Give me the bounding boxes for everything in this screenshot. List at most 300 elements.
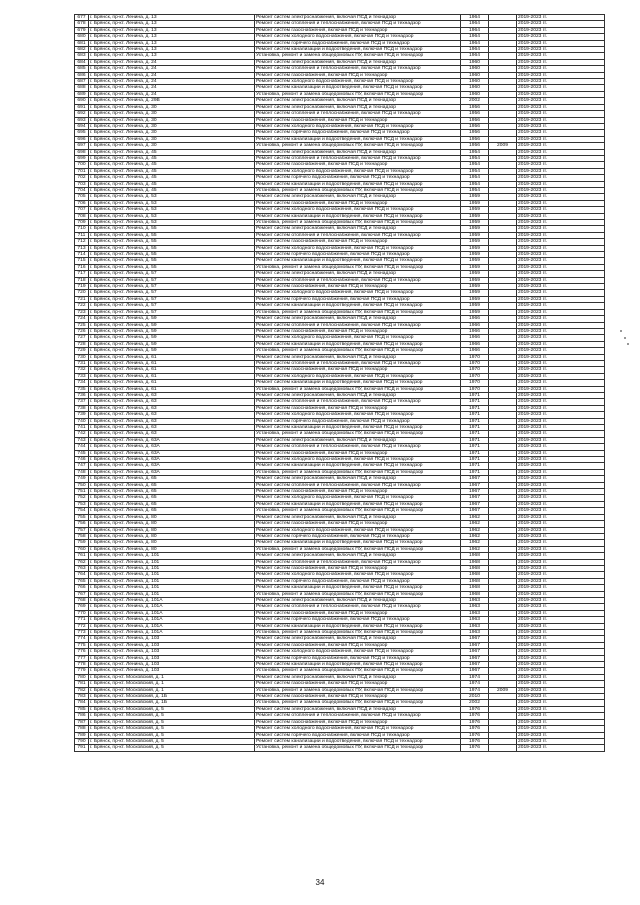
period-cell: 2019-2023 гг.: [517, 694, 605, 700]
work-type-cell: Ремонт систем холодного водоснабжения, включая ПСД и технадзор: [255, 290, 461, 296]
year-cell: 1959: [461, 284, 489, 290]
work-type-cell: Ремонт систем холодного водоснабжения, включая ПСД и технадзор: [255, 572, 461, 578]
table-row: [75, 501, 605, 507]
work-type-cell: Ремонт систем горячего водоснабжения, включая ПСД и технадзор: [255, 418, 461, 424]
year-cell: 1962: [461, 540, 489, 546]
address-cell: г. Брянск, пр-кт. Ленина, д. 63А: [89, 450, 255, 456]
address-cell: г. Брянск, пр-кт. Московский, д. 1: [89, 687, 255, 693]
table-row: [75, 681, 605, 687]
table-row: [75, 290, 605, 296]
period-cell: 2019-2023 гг.: [517, 252, 605, 258]
year-cell: 1956: [461, 117, 489, 123]
year-cell: 1963: [461, 630, 489, 636]
work-type-cell: Ремонт систем отопления и теплоснабжения, включая ПСД и технадзор: [255, 360, 461, 366]
work-type-cell: Ремонт систем холодного водоснабжения, включая ПСД и технадзор: [255, 412, 461, 418]
period-cell: 2019-2023 гг.: [517, 175, 605, 181]
row-number: 744: [75, 444, 89, 450]
row-number: 780: [75, 674, 89, 680]
address-cell: г. Брянск, пр-кт. Ленина, д. 45: [89, 149, 255, 155]
period-cell: 2019-2023 гг.: [517, 508, 605, 514]
work-type-cell: Ремонт систем отопления и теплоснабжения, включая ПСД и технадзор: [255, 482, 461, 488]
year-cell: 1970: [461, 386, 489, 392]
period-cell: 2019-2023 гг.: [517, 533, 605, 539]
work-type-cell: Ремонт систем газоснабжения, включая ПСД и технадзор: [255, 642, 461, 648]
row-number: 711: [75, 232, 89, 238]
row-number: 694: [75, 123, 89, 129]
year-cell: 1959: [461, 232, 489, 238]
period-cell: 2019-2023 гг.: [517, 521, 605, 527]
table-row: [75, 610, 605, 616]
table-row: [75, 719, 605, 725]
address-cell: г. Брянск, пр-кт. Ленина, д. 63А: [89, 444, 255, 450]
table-row: [75, 187, 605, 193]
work-type-cell: Ремонт систем канализации и водоотведения, включая ПСД и технадзор: [255, 181, 461, 187]
address-cell: г. Брянск, пр-кт. Ленина, д. 101А: [89, 610, 255, 616]
period-cell: 2019-2023 гг.: [517, 187, 605, 193]
table-row: [75, 175, 605, 181]
row-number: 761: [75, 553, 89, 559]
period-cell: 2019-2023 гг.: [517, 40, 605, 46]
row-number: 685: [75, 66, 89, 72]
work-type-cell: Установка, ремонт и замена общедомовых ПУ, включая ПСД и технадзор: [255, 687, 461, 693]
period-cell: 2019-2023 гг.: [517, 245, 605, 251]
table-row: [75, 40, 605, 46]
work-type-cell: Ремонт систем электроснабжения, включая ПСД и технадзор: [255, 514, 461, 520]
year-cell: 1959: [461, 309, 489, 315]
year-cell: 1966: [461, 335, 489, 341]
period-cell: 2019-2023 гг.: [517, 258, 605, 264]
period-cell: 2019-2023 гг.: [517, 309, 605, 315]
work-type-cell: Ремонт систем канализации и водоотведения, включая ПСД и технадзор: [255, 85, 461, 91]
work-type-cell: Ремонт систем газоснабжения, включая ПСД и технадзор: [255, 489, 461, 495]
address-cell: г. Брянск, пр-кт. Ленина, д. 30: [89, 111, 255, 117]
table-row: [75, 117, 605, 123]
period-cell: 2019-2023 гг.: [517, 565, 605, 571]
table-row: [75, 405, 605, 411]
year-cell: 1967: [461, 508, 489, 514]
table-row: [75, 431, 605, 437]
address-cell: г. Брянск, пр-кт. Ленина, д. 53: [89, 220, 255, 226]
table-row: [75, 53, 605, 59]
year-cell: 1971: [461, 444, 489, 450]
repair-schedule-table: [74, 14, 605, 752]
row-number: 762: [75, 559, 89, 565]
work-type-cell: Ремонт систем электроснабжения, включая ПСД и технадзор: [255, 597, 461, 603]
row-number: 787: [75, 719, 89, 725]
table-row: [75, 527, 605, 533]
address-cell: г. Брянск, пр-кт. Ленина, д. 103: [89, 655, 255, 661]
period-cell: 2019-2023 гг.: [517, 431, 605, 437]
address-cell: г. Брянск, пр-кт. Московский, д. 1: [89, 674, 255, 680]
year-cell: 1976: [461, 706, 489, 712]
period-cell: 2019-2023 гг.: [517, 277, 605, 283]
table-row: [75, 450, 605, 456]
year-cell: 1968: [461, 559, 489, 565]
period-cell: 2019-2023 гг.: [517, 348, 605, 354]
year-cell: 1956: [461, 123, 489, 129]
address-cell: г. Брянск, пр-кт. Ленина, д. 101: [89, 585, 255, 591]
row-number: 783: [75, 694, 89, 700]
work-type-cell: Установка, ремонт и замена общедомовых ПУ, включая ПСД и технадзор: [255, 668, 461, 674]
address-cell: г. Брянск, пр-кт. Ленина, д. 101А: [89, 630, 255, 636]
row-number: 678: [75, 21, 89, 27]
year-cell: 1968: [461, 572, 489, 578]
year-cell: 1963: [461, 597, 489, 603]
scan-speck: [624, 337, 626, 339]
row-number: 776: [75, 649, 89, 655]
table-row: [75, 578, 605, 584]
period-cell: 2019-2023 гг.: [517, 232, 605, 238]
period-cell: 2019-2023 гг.: [517, 745, 605, 751]
row-number: 696: [75, 136, 89, 142]
work-type-cell: Ремонт систем отопления и теплоснабжения, включая ПСД и технадзор: [255, 155, 461, 161]
address-cell: г. Брянск, пр-кт. Ленина, д. 101А: [89, 623, 255, 629]
period-cell: 2019-2023 гг.: [517, 655, 605, 661]
table-row: [75, 226, 605, 232]
address-cell: г. Брянск, пр-кт. Ленина, д. 63А: [89, 457, 255, 463]
row-number: 695: [75, 130, 89, 136]
table-row: [75, 732, 605, 738]
address-cell: г. Брянск, пр-кт. Ленина, д. 53: [89, 194, 255, 200]
year-cell: 1971: [461, 425, 489, 431]
work-type-cell: Ремонт систем горячего водоснабжения, включая ПСД и технадзор: [255, 732, 461, 738]
work-type-cell: Ремонт систем отопления и теплоснабжения, включая ПСД и технадзор: [255, 111, 461, 117]
work-type-cell: Ремонт систем газоснабжения, включая ПСД и технадзор: [255, 610, 461, 616]
address-cell: г. Брянск, пр-кт. Ленина, д. 61: [89, 360, 255, 366]
period-cell: 2019-2023 гг.: [517, 681, 605, 687]
row-number: 690: [75, 98, 89, 104]
work-type-cell: Установка, ремонт и замена общедомовых ПУ, включая ПСД и технадзор: [255, 264, 461, 270]
period-cell: 2019-2023 гг.: [517, 373, 605, 379]
address-cell: г. Брянск, пр-кт. Ленина, д. 61: [89, 367, 255, 373]
table-row: [75, 425, 605, 431]
row-number: 779: [75, 668, 89, 674]
table-row: [75, 521, 605, 527]
row-number: 759: [75, 540, 89, 546]
row-number: 735: [75, 386, 89, 392]
work-type-cell: Ремонт систем газоснабжения, включая ПСД и технадзор: [255, 162, 461, 168]
row-number: 755: [75, 514, 89, 520]
period-cell: 2019-2023 гг.: [517, 328, 605, 334]
row-number: 751: [75, 489, 89, 495]
year-cell: 1966: [461, 322, 489, 328]
period-cell: 2019-2023 гг.: [517, 668, 605, 674]
row-number: 743: [75, 437, 89, 443]
period-cell: 2019-2023 гг.: [517, 649, 605, 655]
address-cell: г. Брянск, пр-кт. Ленина, д. 30: [89, 117, 255, 123]
period-cell: 2019-2023 гг.: [517, 85, 605, 91]
work-type-cell: Установка, ремонт и замена общедомовых ПУ, включая ПСД и технадзор: [255, 469, 461, 475]
row-number: 773: [75, 630, 89, 636]
work-type-cell: Ремонт систем холодного водоснабжения, включая ПСД и технадзор: [255, 79, 461, 85]
row-number: 707: [75, 207, 89, 213]
work-type-cell: Ремонт систем горячего водоснабжения, включая ПСД и технадзор: [255, 40, 461, 46]
year-cell: 1954: [461, 175, 489, 181]
work-type-cell: Ремонт систем электроснабжения, включая ПСД и технадзор: [255, 706, 461, 712]
year-cell: 1971: [461, 405, 489, 411]
period-cell: 2019-2023 гг.: [517, 527, 605, 533]
address-cell: г. Брянск, пр-кт. Ленина, д. 61: [89, 373, 255, 379]
year-cell: 1959: [461, 220, 489, 226]
row-number: 753: [75, 501, 89, 507]
year-cell: 1968: [461, 553, 489, 559]
year-cell: 1964: [461, 40, 489, 46]
year-cell: 2010: [461, 694, 489, 700]
address-cell: г. Брянск, пр-кт. Ленина, д. 63: [89, 431, 255, 437]
period-cell: 2019-2023 гг.: [517, 706, 605, 712]
work-type-cell: Ремонт систем газоснабжения, включая ПСД и технадзор: [255, 367, 461, 373]
address-cell: г. Брянск, пр-кт. Ленина, д. 57: [89, 271, 255, 277]
table-row: [75, 15, 605, 21]
work-type-cell: Ремонт систем газоснабжения, включая ПСД и технадзор: [255, 200, 461, 206]
address-cell: г. Брянск, пр-кт. Ленина, д. 55: [89, 258, 255, 264]
address-cell: г. Брянск, пр-кт. Ленина, д. 30: [89, 104, 255, 110]
address-cell: г. Брянск, пр-кт. Ленина, д. 24: [89, 79, 255, 85]
table-row: [75, 373, 605, 379]
table-row: [75, 565, 605, 571]
table-body: [75, 15, 605, 752]
address-cell: г. Брянск, пр-кт. Ленина, д. 103: [89, 649, 255, 655]
table-row: [75, 252, 605, 258]
work-type-cell: Ремонт систем газоснабжения, включая ПСД и технадзор: [255, 27, 461, 33]
period-cell: 2019-2023 гг.: [517, 482, 605, 488]
address-cell: г. Брянск, пр-кт. Ленина, д. 63: [89, 425, 255, 431]
row-number: 778: [75, 662, 89, 668]
work-type-cell: Ремонт систем горячего водоснабжения, включая ПСД и технадзор: [255, 296, 461, 302]
address-cell: г. Брянск, пр-кт. Ленина, д. 13: [89, 40, 255, 46]
address-cell: г. Брянск, пр-кт. Московский, д. 1Б: [89, 694, 255, 700]
year-cell: 1962: [461, 533, 489, 539]
work-type-cell: Ремонт систем холодного водоснабжения, включая ПСД и технадзор: [255, 649, 461, 655]
row-number: 774: [75, 636, 89, 642]
table-row: [75, 380, 605, 386]
row-number: 699: [75, 155, 89, 161]
year-cell: 1970: [461, 367, 489, 373]
work-type-cell: Ремонт систем электроснабжения, включая ПСД и технадзор: [255, 149, 461, 155]
row-number: 789: [75, 732, 89, 738]
period-cell: 2019-2023 гг.: [517, 630, 605, 636]
row-number: 719: [75, 284, 89, 290]
table-row: [75, 495, 605, 501]
table-row: [75, 546, 605, 552]
period-cell: 2019-2023 гг.: [517, 296, 605, 302]
address-cell: г. Брянск, пр-кт. Ленина, д. 61: [89, 386, 255, 392]
period-cell: 2019-2023 гг.: [517, 367, 605, 373]
address-cell: г. Брянск, пр-кт. Ленина, д. 24: [89, 66, 255, 72]
row-number: 788: [75, 726, 89, 732]
row-number: 683: [75, 53, 89, 59]
work-type-cell: Ремонт систем канализации и водоотведения, включая ПСД и технадзор: [255, 258, 461, 264]
period-cell: 2019-2023 гг.: [517, 559, 605, 565]
address-cell: г. Брянск, пр-кт. Ленина, д. 55: [89, 252, 255, 258]
row-number: 679: [75, 27, 89, 33]
row-number: 684: [75, 59, 89, 65]
table-row: [75, 284, 605, 290]
address-cell: г. Брянск, пр-кт. Ленина, д. 13: [89, 15, 255, 21]
work-type-cell: Ремонт систем отопления и теплоснабжения, включая ПСД и технадзор: [255, 604, 461, 610]
table-row: [75, 662, 605, 668]
row-number: 731: [75, 360, 89, 366]
period-cell: 2019-2023 гг.: [517, 713, 605, 719]
row-number: 771: [75, 617, 89, 623]
table-row: [75, 85, 605, 91]
table-row: [75, 514, 605, 520]
year-cell: 1956: [461, 136, 489, 142]
table-row: [75, 123, 605, 129]
row-number: 784: [75, 700, 89, 706]
address-cell: г. Брянск, пр-кт. Ленина, д. 65: [89, 482, 255, 488]
address-cell: г. Брянск, пр-кт. Московский, д. 5: [89, 738, 255, 744]
row-number: 740: [75, 418, 89, 424]
work-type-cell: Ремонт систем газоснабжения, включая ПСД и технадзор: [255, 117, 461, 123]
year-cell: 1963: [461, 610, 489, 616]
year-cell: 1960: [461, 79, 489, 85]
row-number: 680: [75, 34, 89, 40]
address-cell: г. Брянск, пр-кт. Ленина, д. 103: [89, 636, 255, 642]
work-type-cell: Ремонт систем электроснабжения, включая ПСД и технадзор: [255, 674, 461, 680]
address-cell: г. Брянск, пр-кт. Московский, д. 1: [89, 681, 255, 687]
table-row: [75, 687, 605, 693]
table-row: [75, 309, 605, 315]
address-cell: г. Брянск, пр-кт. Ленина, д. 24: [89, 59, 255, 65]
period-cell: 2019-2023 гг.: [517, 34, 605, 40]
period-cell: 2019-2023 гг.: [517, 239, 605, 245]
work-type-cell: Установка, ремонт и замена общедомовых ПУ, включая ПСД и технадзор: [255, 187, 461, 193]
table-row: [75, 104, 605, 110]
row-number: 721: [75, 296, 89, 302]
year-cell: 1971: [461, 392, 489, 398]
work-type-cell: Установка, ремонт и замена общедомовых ПУ, включая ПСД и технадзор: [255, 53, 461, 59]
work-type-cell: Ремонт систем электроснабжения, включая ПСД и технадзор: [255, 271, 461, 277]
address-cell: г. Брянск, пр-кт. Ленина, д. 101А: [89, 604, 255, 610]
work-type-cell: Ремонт систем канализации и водоотведения, включая ПСД и технадзор: [255, 136, 461, 142]
period-cell: 2019-2023 гг.: [517, 162, 605, 168]
address-cell: г. Брянск, пр-кт. Ленина, д. 24: [89, 72, 255, 78]
period-cell: 2019-2023 гг.: [517, 546, 605, 552]
address-cell: г. Брянск, пр-кт. Ленина, д. 101: [89, 559, 255, 565]
row-number: 700: [75, 162, 89, 168]
work-type-cell: Ремонт систем электроснабжения, включая ПСД и технадзор: [255, 194, 461, 200]
period-cell: 2019-2023 гг.: [517, 642, 605, 648]
year-cell: 1974: [461, 687, 489, 693]
year-cell: 1967: [461, 501, 489, 507]
year-cell: 1964: [461, 34, 489, 40]
table-row: [75, 194, 605, 200]
table-row: [75, 367, 605, 373]
year-cell: 1971: [461, 463, 489, 469]
table-row: [75, 489, 605, 495]
address-cell: г. Брянск, пр-кт. Ленина, д. 101А: [89, 617, 255, 623]
address-cell: г. Брянск, пр-кт. Московский, д. 5: [89, 719, 255, 725]
work-type-cell: Установка, ремонт и замена общедомовых ПУ, включая ПСД и технадзор: [255, 700, 461, 706]
address-cell: г. Брянск, пр-кт. Ленина, д. 63: [89, 418, 255, 424]
year-cell: 1964: [461, 47, 489, 53]
period-cell: 2019-2023 гг.: [517, 98, 605, 104]
work-type-cell: Ремонт систем электроснабжения, включая ПСД и технадзор: [255, 104, 461, 110]
period-cell: 2019-2023 гг.: [517, 47, 605, 53]
period-cell: 2019-2023 гг.: [517, 380, 605, 386]
row-number: 757: [75, 527, 89, 533]
work-type-cell: Ремонт систем газоснабжения, включая ПСД и технадзор: [255, 405, 461, 411]
row-number: 756: [75, 521, 89, 527]
work-type-cell: Ремонт систем газоснабжения, включая ПСД и технадзор: [255, 565, 461, 571]
period-cell: 2019-2023 гг.: [517, 457, 605, 463]
row-number: 758: [75, 533, 89, 539]
year-cell: 1960: [461, 91, 489, 97]
work-type-cell: Ремонт систем газоснабжения, включая ПСД и технадзор: [255, 328, 461, 334]
work-type-cell: Ремонт систем газоснабжения, включая ПСД и технадзор: [255, 72, 461, 78]
table-row: [75, 597, 605, 603]
period-cell: 2019-2023 гг.: [517, 15, 605, 21]
address-cell: г. Брянск, пр-кт. Ленина, д. 59: [89, 316, 255, 322]
year-cell: 1959: [461, 245, 489, 251]
row-number: 689: [75, 91, 89, 97]
address-cell: г. Брянск, пр-кт. Ленина, д. 57: [89, 290, 255, 296]
year-cell: 1959: [461, 239, 489, 245]
row-number: 725: [75, 322, 89, 328]
table-row: [75, 360, 605, 366]
year-cell: 1956: [461, 104, 489, 110]
row-number: 686: [75, 72, 89, 78]
year-cell: 1964: [461, 15, 489, 21]
address-cell: г. Брянск, пр-кт. Ленина, д. 59: [89, 348, 255, 354]
address-cell: г. Брянск, пр-кт. Ленина, д. 61: [89, 354, 255, 360]
year-cell: 1971: [461, 431, 489, 437]
year-cell: 1959: [461, 252, 489, 258]
table-row: [75, 213, 605, 219]
address-cell: г. Брянск, пр-кт. Ленина, д. 103: [89, 642, 255, 648]
work-type-cell: Ремонт систем холодного водоснабжения, включая ПСД и технадзор: [255, 245, 461, 251]
period-cell: 2019-2023 гг.: [517, 226, 605, 232]
address-cell: г. Брянск, пр-кт. Ленина, д. 65: [89, 501, 255, 507]
address-cell: г. Брянск, пр-кт. Ленина, д. 57: [89, 296, 255, 302]
period-cell: 2019-2023 гг.: [517, 540, 605, 546]
work-type-cell: Ремонт систем холодного водоснабжения, включая ПСД и технадзор: [255, 457, 461, 463]
table-row: [75, 59, 605, 65]
year-cell: 1971: [461, 469, 489, 475]
year-cell: 1962: [461, 514, 489, 520]
row-number: 766: [75, 585, 89, 591]
year-cell: 1962: [461, 527, 489, 533]
table-row: [75, 232, 605, 238]
year-cell: 1976: [461, 732, 489, 738]
row-number: 702: [75, 175, 89, 181]
year-cell: 1970: [461, 380, 489, 386]
row-number: 712: [75, 239, 89, 245]
row-number: 726: [75, 328, 89, 334]
year-cell: 1963: [461, 604, 489, 610]
table-row: [75, 655, 605, 661]
address-cell: г. Брянск, пр-кт. Ленина, д. 63А: [89, 437, 255, 443]
work-type-cell: Ремонт систем отопления и теплоснабжения, включая ПСД и технадзор: [255, 559, 461, 565]
row-number: 677: [75, 15, 89, 21]
address-cell: г. Брянск, пр-кт. Московский, д. 5: [89, 745, 255, 751]
address-cell: г. Брянск, пр-кт. Ленина, д. 61: [89, 380, 255, 386]
period-cell: 2019-2023 гг.: [517, 463, 605, 469]
period-cell: 2019-2023 гг.: [517, 66, 605, 72]
row-number: 785: [75, 706, 89, 712]
period-cell: 2019-2023 гг.: [517, 700, 605, 706]
table-row: [75, 136, 605, 142]
period-cell: 2019-2023 гг.: [517, 405, 605, 411]
row-number: 768: [75, 597, 89, 603]
year-cell: 1968: [461, 585, 489, 591]
period-cell: 2019-2023 гг.: [517, 290, 605, 296]
table-row: [75, 264, 605, 270]
period-cell: 2019-2023 гг.: [517, 155, 605, 161]
address-cell: г. Брянск, пр-кт. Ленина, д. 13: [89, 27, 255, 33]
table-row: [75, 354, 605, 360]
